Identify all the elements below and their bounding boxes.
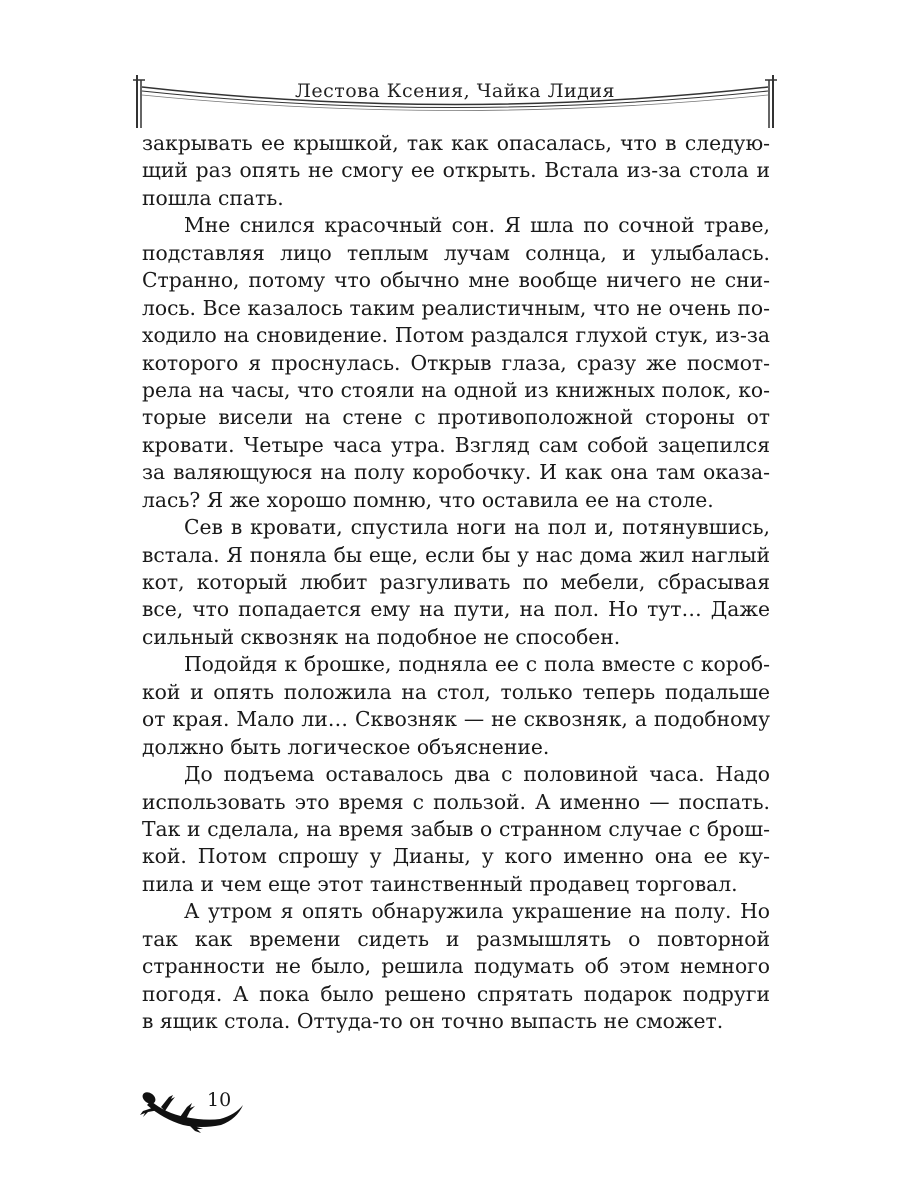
text-line: А утром я опять обнаружила украшение на полу. Но [184, 899, 770, 924]
text-line: использовать это время с пользой. А именно — поспать. [142, 789, 770, 814]
text-line: все, что попадается ему на пути, на пол. Но тут… Даже [142, 597, 770, 622]
paragraph [142, 514, 770, 651]
paragraph [142, 130, 770, 212]
text-line: Странно, потому что обычно мне вообще ничего не сни- [142, 268, 770, 293]
text-line: подставляя лицо теплым лучам солнца, и улыбалась. [142, 240, 770, 265]
text-line: пошла спать. [142, 185, 284, 210]
text-line: от края. Мало ли… Сквозняк — не сквозняк, а подобному [142, 707, 770, 732]
paragraph [142, 212, 770, 514]
text-line: сильный сквозняк на подобное не способен. [142, 624, 621, 649]
text-line: лась? Я же хорошо помню, что оставила ее на столе. [142, 487, 714, 512]
text-line: рела на часы, что стояли на одной из книжных полок, ко- [142, 377, 770, 402]
body-text [142, 130, 770, 1035]
paragraph [142, 761, 770, 898]
text-line: До подъема оставалось два с половиной часа. Надо [184, 762, 770, 787]
text-line: так как времени сидеть и размышлять о повторной [142, 926, 770, 951]
running-header [130, 70, 780, 130]
text-line: Так и сделала, на время забыв о странном случае с брош- [142, 816, 770, 841]
text-line: лось. Все казалось таким реалистичным, что не очень по- [142, 295, 770, 320]
text-line: закрывать ее крышкой, так как опасалась, что в следую- [142, 131, 770, 155]
lizard-icon [135, 1085, 255, 1145]
paragraph [142, 898, 770, 1035]
text-line: погодя. А пока было решено спрятать подарок подруги [142, 981, 770, 1006]
page-number: 10 [207, 1089, 232, 1111]
text-line: пила и чем еще этот таинственный продавец торговал. [142, 871, 738, 896]
text-line: в ящик стола. Оттуда-то он точно выпасть не сможет. [142, 1009, 724, 1033]
paragraph [142, 651, 770, 761]
text-line: Сев в кровати, спустила ноги на пол и, потянувшись, [184, 515, 770, 540]
running-title: Лестова Ксения, Чайка Лидия [294, 80, 616, 102]
text-line: должно быть логическое объяснение. [142, 734, 550, 759]
text-line: ходило на сновидение. Потом раздался глухой стук, из-за [142, 323, 770, 348]
text-line: кровати. Четыре часа утра. Взгляд сам собой зацепился [142, 432, 770, 457]
text-line: Мне снился красочный сон. Я шла по сочной траве, [184, 213, 770, 238]
text-line: за валяющуюся на полу коробочку. И как она там оказа- [142, 460, 770, 485]
text-line: торые висели на стене с противоположной стороны от [142, 405, 770, 430]
page-footer [135, 1085, 335, 1145]
text-line: которого я проснулась. Открыв глаза, сразу же посмот- [142, 350, 770, 375]
text-line: кой и опять положила на стол, только теперь подальше [142, 679, 770, 704]
text-line: щий раз опять не смогу ее открыть. Встала из-за стола и [142, 158, 770, 183]
text-line: встала. Я поняла бы еще, если бы у нас дома жил наглый [142, 542, 770, 567]
text-line: кой. Потом спрошу у Дианы, у кого именно она ее ку- [142, 844, 770, 869]
text-line: кот, который любит разгуливать по мебели, сбрасывая [142, 570, 770, 594]
text-line: Подойдя к брошке, подняла ее с пола вместе с короб- [184, 652, 770, 677]
text-line: странности не было, решила подумать об этом немного [142, 954, 770, 979]
